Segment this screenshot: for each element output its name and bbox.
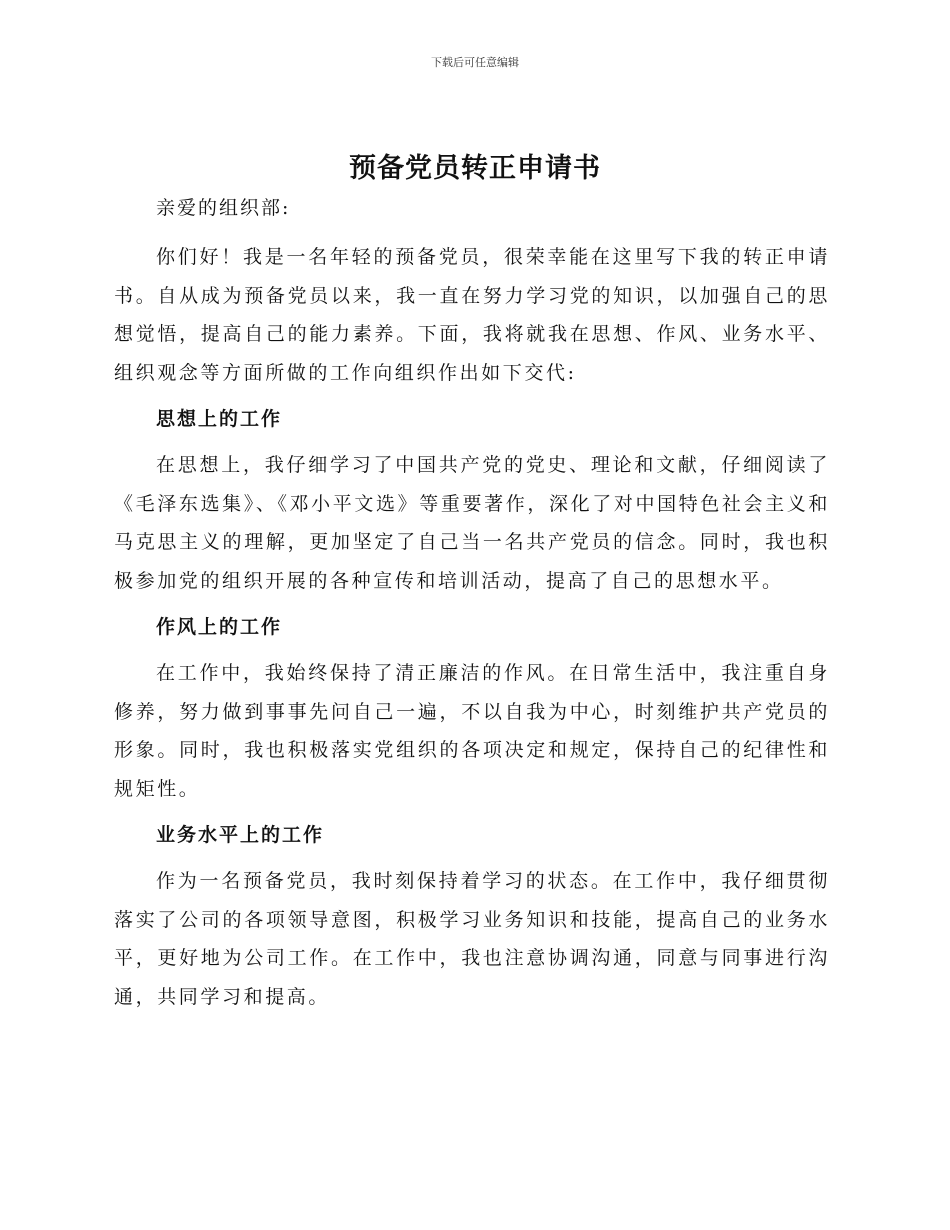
- section-heading-business: 业务水平上的工作: [156, 824, 325, 846]
- intro-paragraph: 你们好！我是一名年轻的预备党员，很荣幸能在这里写下我的转正申请书。自从成为预备党员以来，我一直在努力学习党的知识，以加强自己的思想觉悟，提高自己的能力素养。下面，我将就我在思想、作风、业务水平、组织观念等方面所做的工作向组织作出如下交代:: [114, 246, 830, 384]
- document-title: 预备党员转正申请书: [349, 153, 601, 184]
- section-heading-thought: 思想上的工作: [156, 408, 283, 430]
- section-paragraph-business: 作为一名预备党员，我时刻保持着学习的状态。在工作中，我仔细贯彻落实了公司的各项领导意图，积极学习业务知识和技能，提高自己的业务水平，更好地为公司工作。在工作中，我也注意协调沟通，同意与同事进行沟通，共同学习和提高。: [114, 870, 830, 1008]
- page-header-note: 下载后可任意编辑: [431, 56, 519, 69]
- section-heading-style: 作风上的工作: [156, 616, 283, 638]
- section-paragraph-thought: 在思想上，我仔细学习了中国共产党的党史、理论和文献，仔细阅读了《毛泽东选集》、《邓小平文选》等重要著作，深化了对中国特色社会主义和马克思主义的理解，更加坚定了自己当一名共产党员的信念。同时，我也积极参加党的组织开展的各种宣传和培训活动，提高了自己的思想水平。: [114, 454, 830, 592]
- document-body: [114, 188, 830, 1024]
- section-paragraph-style: 在工作中，我始终保持了清正廉洁的作风。在日常生活中，我注重自身修养，努力做到事事先问自己一遍，不以自我为中心，时刻维护共产党员的形象。同时，我也积极落实党组织的各项决定和规定，保持自己的纪律性和规矩性。: [114, 662, 830, 800]
- greeting: 亲爱的组织部:: [156, 197, 291, 219]
